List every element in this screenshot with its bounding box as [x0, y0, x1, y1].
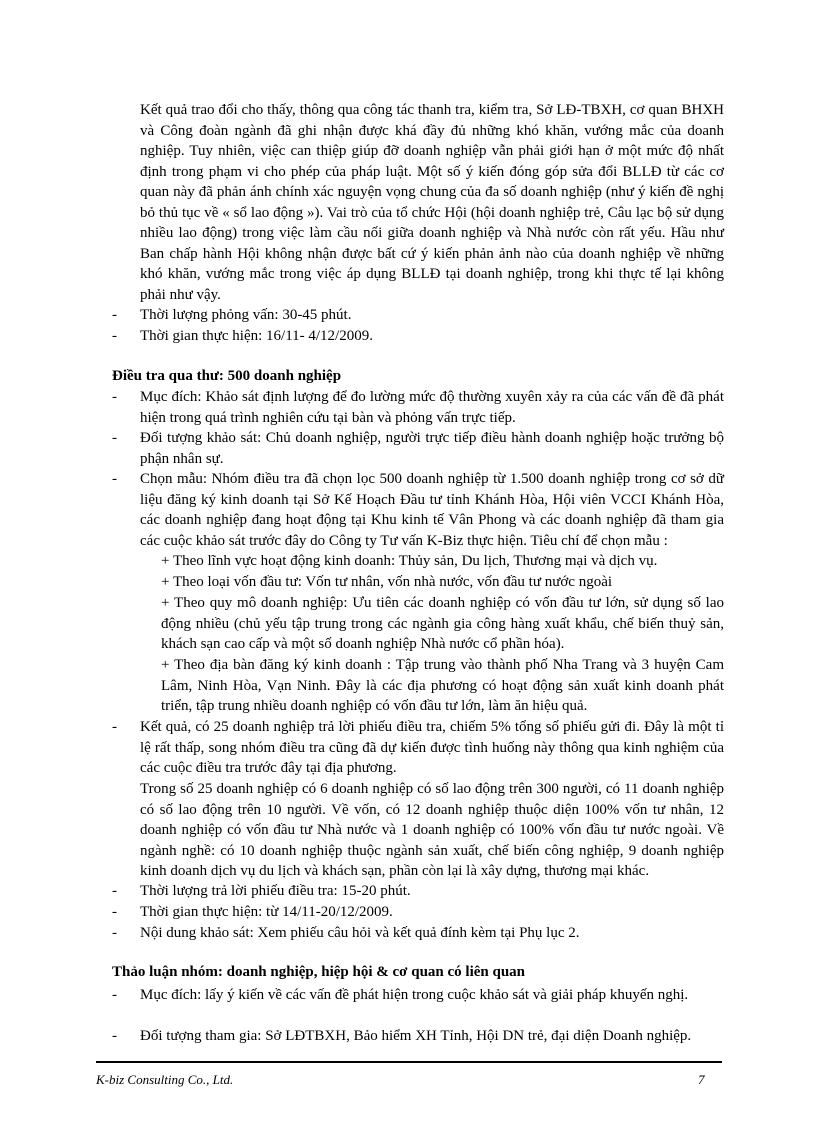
discussion-participants: Đối tượng tham gia: Sở LĐTBXH, Bảo hiểm XH Tỉnh, Hội DN trẻ, đại diện Doanh nghiệp.: [140, 1028, 692, 1044]
survey-content: Nội dung khảo sát: Xem phiếu câu hỏi và kết quả đính kèm tại Phụ lục 2.: [140, 925, 580, 941]
criteria-item: + Theo quy mô doanh nghiệp: Ưu tiên các doanh nghiệp có vốn đầu tư lớn, sử dụng số lao động nhiều (chủ yếu tập trung trong các ngành gia công hàng xuất khẩu, chế biến thuỷ sản, khách sạn cao cấp và một số doanh nghiệp Nhà nước cổ phần hóa).: [161, 595, 724, 652]
list-item: [112, 717, 724, 779]
criteria-item: + Theo loại vốn đầu tư: Vốn tư nhân, vốn nhà nước, vốn đầu tư nước ngoài: [161, 574, 613, 590]
list-dash: -: [112, 904, 117, 920]
survey-response-time: Thời lượng trả lời phiếu điều tra: 15-20 phút.: [140, 883, 411, 899]
list-item: [112, 326, 724, 347]
list-dash: -: [112, 883, 117, 899]
list-item: [112, 902, 724, 923]
survey-result: Kết quả, có 25 doanh nghiệp trả lời phiếu điều tra, chiếm 5% tổng số phiếu gửi đi. Đây là một tỉ lệ rất thấp, song nhóm điều tra cũng đã dự kiến được tình huống này thông qua kinh nghiệm của các cuộc điều tra trước đây tại địa phương.: [140, 719, 724, 776]
interview-period: Thời gian thực hiện: 16/11- 4/12/2009.: [140, 328, 373, 344]
footer-company: K-biz Consulting Co., Ltd.: [96, 1072, 234, 1087]
intro-paragraph: Kết quả trao đổi cho thấy, thông qua công tác thanh tra, kiểm tra, Sở LĐ-TBXH, cơ quan BHXH và Công đoàn ngành đã ghi nhận được khá đầy đủ những khó khăn, vướng mắc của doanh nghiệp. Tuy nhiên, việc can thiệp giúp đỡ doanh nghiệp vẫn phải giới hạn ở một mức độ nhất định trong phạm vi cho phép của pháp luật. Một số ý kiến đóng góp sửa đổi BLLĐ từ các cơ quan này đã phản ánh chính xác nguyện vọng chung của đa số doanh nghiệp (như ý kiến đề nghị bỏ thủ tục về « sổ lao động »). Vai trò của tổ chức Hội (hội doanh nghiệp trẻ, Câu lạc bộ sử dụng nhiều lao động) trong việc làm cầu nối giữa doanh nghiệp và Nhà nước còn rất yếu. Hầu như Ban chấp hành Hội không nhận được bất cứ ý kiến phản ảnh nào của doanh nghiệp về những khó khăn, vướng mắc trong việc áp dụng BLLĐ tại doanh nghiệp, trong khi thực tế lại không phải như vậy.: [140, 102, 724, 303]
criteria-item: + Theo địa bàn đăng ký kinh doanh : Tập trung vào thành phố Nha Trang và 3 huyện Cam Lâm, Ninh Hòa, Vạn Ninh. Đây là các địa phương có hoạt động sản xuất kinh doanh phát triển, tập trung nhiều doanh nghiệp có vốn đầu tư lớn, làm ăn hiệu quả.: [161, 657, 724, 714]
list-item: [112, 387, 724, 428]
list-dash: -: [112, 925, 117, 941]
footer-divider: [96, 1061, 722, 1063]
list-dash: -: [112, 389, 117, 405]
discussion-heading: Thảo luận nhóm: doanh nghiệp, hiệp hội & cơ quan có liên quan: [112, 964, 526, 980]
interview-duration: Thời lượng phỏng vấn: 30-45 phút.: [140, 307, 352, 323]
list-item: [112, 469, 724, 551]
list-dash: -: [112, 719, 117, 735]
list-item: [112, 305, 724, 326]
list-item: [112, 923, 724, 944]
survey-sampling: Chọn mẫu: Nhóm điều tra đã chọn lọc 500 doanh nghiệp từ 1.500 doanh nghiệp trong cơ sở dữ liệu đăng ký kinh doanh tại Sở Kế Hoạch Đầu tư tỉnh Khánh Hòa, Hội viên VCCI Khánh Hòa, các doanh nghiệp đang hoạt động tại Khu kinh tế Vân Phong và các doanh nghiệp đã tham gia các cuộc khảo sát trước đây do Công ty Tư vấn K-Biz thực hiện. Tiêu chí để chọn mẫu :: [140, 471, 724, 549]
list-item: [112, 881, 724, 902]
list-dash: -: [112, 1028, 117, 1044]
survey-result-detail: Trong số 25 doanh nghiệp có 6 doanh nghiệp có số lao động trên 300 người, có 11 doanh nghiệp có số lao động trên 10 người. Về vốn, có 12 doanh nghiệp thuộc diện 100% vốn tư nhân, 12 doanh nghiệp có vốn đầu tư Nhà nước và 1 doanh nghiệp có 100% vốn đầu tư nước ngoài. Về ngành nghề: có 10 doanh nghiệp thuộc ngành sản xuất, chế biến công nghiệp, 9 doanh nghiệp kinh doanh dịch vụ du lịch và khách sạn, phần còn lại là xây dựng, thương mại khác.: [140, 781, 724, 879]
page-number: 7: [698, 1072, 705, 1087]
survey-heading: Điều tra qua thư: 500 doanh nghiệp: [112, 368, 342, 384]
discussion-purpose: Mục đích: lấy ý kiến về các vấn đề phát hiện trong cuộc khảo sát và giải pháp khuyến nghị.: [140, 987, 689, 1003]
survey-respondents: Đối tượng khảo sát: Chủ doanh nghiệp, người trực tiếp điều hành doanh nghiệp hoặc trưởng bộ phận nhân sự.: [140, 430, 724, 467]
list-dash: -: [112, 307, 117, 323]
survey-purpose: Mục đích: Khảo sát định lượng để đo lường mức độ thường xuyên xảy ra của các vấn đề đã phát hiện trong quá trình nghiên cứu tại bàn và phỏng vấn trực tiếp.: [140, 389, 724, 426]
survey-period: Thời gian thực hiện: từ 14/11-20/12/2009.: [140, 904, 393, 920]
list-dash: -: [112, 430, 117, 446]
list-dash: -: [112, 328, 117, 344]
list-dash: -: [112, 471, 117, 487]
list-item: [112, 985, 724, 1006]
list-item: [112, 1026, 724, 1047]
list-dash: -: [112, 987, 117, 1003]
list-item: [112, 428, 724, 469]
criteria-item: + Theo lĩnh vực hoạt động kinh doanh: Thủy sản, Du lịch, Thương mại và dịch vụ.: [161, 553, 658, 569]
